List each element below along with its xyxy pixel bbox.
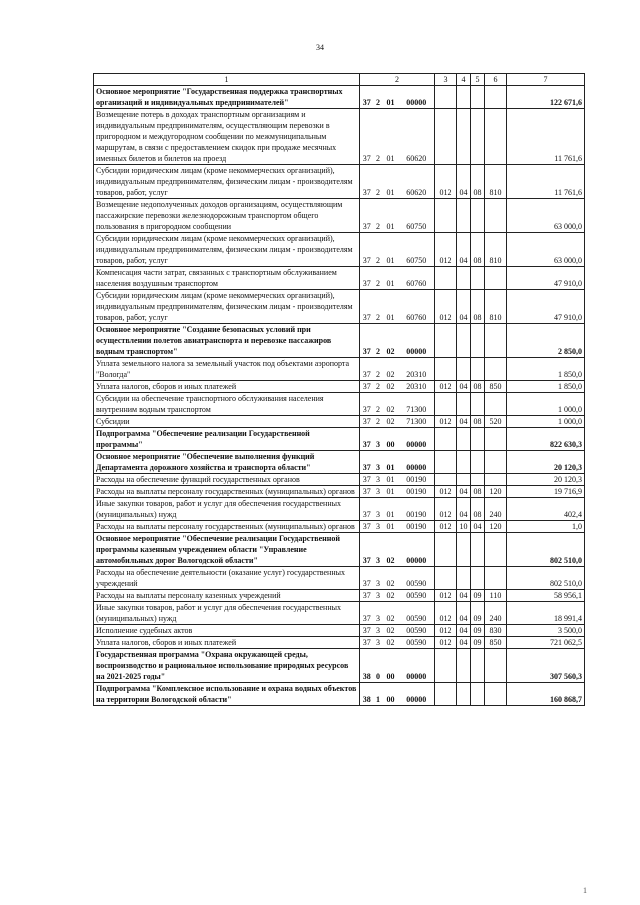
code-expense-type xyxy=(485,683,507,706)
code-direction: 60750 xyxy=(399,233,435,267)
code-grbs: 012 xyxy=(435,416,457,428)
code-grbs xyxy=(435,86,457,109)
code-event: 01 xyxy=(383,233,399,267)
code-program: 37 xyxy=(360,567,374,590)
code-direction: 00000 xyxy=(399,86,435,109)
table-body xyxy=(94,86,585,706)
code-grbs xyxy=(435,199,457,233)
code-direction: 00590 xyxy=(399,602,435,625)
code-expense-type: 120 xyxy=(485,521,507,533)
code-expense-type xyxy=(485,567,507,590)
code-section xyxy=(457,324,471,358)
code-event: 02 xyxy=(383,358,399,381)
code-expense-type xyxy=(485,649,507,683)
code-subprogram: 3 xyxy=(374,428,383,451)
code-expense-type: 810 xyxy=(485,165,507,199)
code-subprogram: 3 xyxy=(374,533,383,567)
row-name: Расходы на обеспечение функций государственных органов xyxy=(94,474,360,486)
code-subprogram: 3 xyxy=(374,567,383,590)
table-row xyxy=(94,567,585,590)
code-direction: 60760 xyxy=(399,267,435,290)
table-row xyxy=(94,381,585,393)
code-direction: 00590 xyxy=(399,590,435,602)
code-subsection xyxy=(471,393,485,416)
row-sum: 160 868,7 xyxy=(507,683,585,706)
code-grbs: 012 xyxy=(435,165,457,199)
code-direction: 00000 xyxy=(399,324,435,358)
row-name: Иные закупки товаров, работ и услуг для обеспечения государственных (муниципальных) нужд xyxy=(94,602,360,625)
row-sum: 11 761,6 xyxy=(507,109,585,165)
code-subprogram: 0 xyxy=(374,649,383,683)
code-direction: 00190 xyxy=(399,474,435,486)
code-direction: 60760 xyxy=(399,290,435,324)
row-sum: 802 510,0 xyxy=(507,533,585,567)
code-grbs xyxy=(435,267,457,290)
table-row xyxy=(94,637,585,649)
code-subsection: 08 xyxy=(471,290,485,324)
code-grbs xyxy=(435,683,457,706)
code-expense-type: 240 xyxy=(485,602,507,625)
code-program: 37 xyxy=(360,393,374,416)
row-sum: 402,4 xyxy=(507,498,585,521)
header-col-1: 1 xyxy=(94,74,360,86)
code-event: 01 xyxy=(383,267,399,290)
code-event: 02 xyxy=(383,567,399,590)
code-event: 01 xyxy=(383,290,399,324)
code-expense-type xyxy=(485,267,507,290)
code-grbs xyxy=(435,451,457,474)
code-grbs: 012 xyxy=(435,637,457,649)
code-event: 02 xyxy=(383,533,399,567)
code-section: 04 xyxy=(457,381,471,393)
code-program: 37 xyxy=(360,428,374,451)
code-section xyxy=(457,393,471,416)
code-program: 37 xyxy=(360,290,374,324)
code-subsection xyxy=(471,533,485,567)
code-subsection: 08 xyxy=(471,165,485,199)
code-program: 37 xyxy=(360,637,374,649)
code-grbs xyxy=(435,567,457,590)
code-expense-type xyxy=(485,324,507,358)
code-program: 37 xyxy=(360,416,374,428)
header-col-5: 5 xyxy=(471,74,485,86)
code-event: 01 xyxy=(383,486,399,498)
code-subprogram: 2 xyxy=(374,358,383,381)
code-expense-type xyxy=(485,451,507,474)
code-subsection xyxy=(471,451,485,474)
code-section: 04 xyxy=(457,590,471,602)
code-grbs: 012 xyxy=(435,625,457,637)
table-row xyxy=(94,199,585,233)
code-section xyxy=(457,358,471,381)
row-sum: 721 062,5 xyxy=(507,637,585,649)
code-expense-type xyxy=(485,199,507,233)
table-row xyxy=(94,474,585,486)
row-name: Исполнение судебных актов xyxy=(94,625,360,637)
code-section xyxy=(457,567,471,590)
code-expense-type: 120 xyxy=(485,486,507,498)
code-event: 01 xyxy=(383,451,399,474)
code-subprogram: 2 xyxy=(374,165,383,199)
page-number: 34 xyxy=(316,43,324,52)
code-expense-type: 850 xyxy=(485,381,507,393)
row-sum: 18 991,4 xyxy=(507,602,585,625)
code-expense-type: 810 xyxy=(485,233,507,267)
row-name: Компенсация части затрат, связанных с транспортным обслуживанием населения воздушным транспортом xyxy=(94,267,360,290)
header-col-4: 4 xyxy=(457,74,471,86)
code-event: 02 xyxy=(383,602,399,625)
code-expense-type xyxy=(485,428,507,451)
code-subsection xyxy=(471,199,485,233)
code-grbs xyxy=(435,474,457,486)
table-row xyxy=(94,165,585,199)
row-sum: 20 120,3 xyxy=(507,451,585,474)
table-row xyxy=(94,86,585,109)
table-row xyxy=(94,649,585,683)
code-event: 02 xyxy=(383,625,399,637)
code-program: 37 xyxy=(360,521,374,533)
table-row xyxy=(94,233,585,267)
code-direction: 71300 xyxy=(399,393,435,416)
row-name: Расходы на выплаты персоналу государственных (муниципальных) органов xyxy=(94,486,360,498)
row-name: Уплата налогов, сборов и иных платежей xyxy=(94,381,360,393)
row-name: Основное мероприятие "Обеспечение выполнения функций Департамента дорожного хозяйства и транспорта области" xyxy=(94,451,360,474)
code-grbs: 012 xyxy=(435,590,457,602)
row-sum: 47 910,0 xyxy=(507,267,585,290)
code-grbs xyxy=(435,428,457,451)
code-subprogram: 3 xyxy=(374,590,383,602)
row-name: Уплата налогов, сборов и иных платежей xyxy=(94,637,360,649)
row-name: Субсидии xyxy=(94,416,360,428)
row-name: Подпрограмма "Комплексное использование и охрана водных объектов на территории Вологодской области" xyxy=(94,683,360,706)
row-name: Расходы на обеспечение деятельности (оказание услуг) государственных учреждений xyxy=(94,567,360,590)
code-section xyxy=(457,199,471,233)
code-subsection: 09 xyxy=(471,637,485,649)
row-sum: 1 850,0 xyxy=(507,358,585,381)
code-subprogram: 2 xyxy=(374,290,383,324)
code-program: 37 xyxy=(360,602,374,625)
row-name: Субсидии юридическим лицам (кроме некоммерческих организаций), индивидуальным предпринимателям, физическим лицам - производителям товаров, работ, услуг xyxy=(94,165,360,199)
code-section: 04 xyxy=(457,602,471,625)
code-direction: 00590 xyxy=(399,567,435,590)
code-subsection xyxy=(471,683,485,706)
code-subsection: 09 xyxy=(471,602,485,625)
code-subsection: 08 xyxy=(471,416,485,428)
row-sum: 19 716,9 xyxy=(507,486,585,498)
code-expense-type xyxy=(485,533,507,567)
table-header-row xyxy=(94,74,585,86)
code-subprogram: 2 xyxy=(374,324,383,358)
code-section xyxy=(457,451,471,474)
code-subprogram: 3 xyxy=(374,625,383,637)
code-program: 37 xyxy=(360,267,374,290)
code-grbs xyxy=(435,533,457,567)
code-direction: 60620 xyxy=(399,109,435,165)
code-direction: 20310 xyxy=(399,381,435,393)
code-section: 04 xyxy=(457,625,471,637)
code-subprogram: 2 xyxy=(374,86,383,109)
code-program: 37 xyxy=(360,451,374,474)
code-direction: 00190 xyxy=(399,521,435,533)
code-subsection xyxy=(471,358,485,381)
row-name: Возмещение недополученных доходов организациям, осуществляющим пассажирские перевозки железнодорожным транспортом общего пользования в пригородном сообщении xyxy=(94,199,360,233)
code-program: 37 xyxy=(360,86,374,109)
header-col-6: 6 xyxy=(485,74,507,86)
code-subsection: 08 xyxy=(471,233,485,267)
code-direction: 00000 xyxy=(399,451,435,474)
code-expense-type: 830 xyxy=(485,625,507,637)
row-sum: 1,0 xyxy=(507,521,585,533)
code-grbs: 012 xyxy=(435,486,457,498)
table-row xyxy=(94,683,585,706)
code-subsection xyxy=(471,324,485,358)
code-program: 37 xyxy=(360,233,374,267)
code-subprogram: 3 xyxy=(374,474,383,486)
code-program: 37 xyxy=(360,165,374,199)
code-grbs xyxy=(435,358,457,381)
code-expense-type xyxy=(485,86,507,109)
code-subprogram: 2 xyxy=(374,416,383,428)
code-subprogram: 2 xyxy=(374,233,383,267)
code-subprogram: 1 xyxy=(374,683,383,706)
row-name: Подпрограмма "Обеспечение реализации Государственной программы" xyxy=(94,428,360,451)
code-subsection xyxy=(471,567,485,590)
code-program: 37 xyxy=(360,498,374,521)
header-col-3: 3 xyxy=(435,74,457,86)
code-event: 01 xyxy=(383,86,399,109)
code-subprogram: 3 xyxy=(374,637,383,649)
code-direction: 00000 xyxy=(399,533,435,567)
row-name: Расходы на выплаты персоналу государственных (муниципальных) органов xyxy=(94,521,360,533)
row-sum: 122 671,6 xyxy=(507,86,585,109)
code-subsection xyxy=(471,267,485,290)
table-row xyxy=(94,393,585,416)
code-subprogram: 2 xyxy=(374,267,383,290)
code-expense-type: 520 xyxy=(485,416,507,428)
code-subsection: 09 xyxy=(471,625,485,637)
code-subprogram: 2 xyxy=(374,393,383,416)
code-expense-type xyxy=(485,474,507,486)
code-expense-type: 810 xyxy=(485,290,507,324)
code-section: 04 xyxy=(457,416,471,428)
table-row xyxy=(94,109,585,165)
code-section xyxy=(457,267,471,290)
table-row xyxy=(94,324,585,358)
code-grbs: 012 xyxy=(435,521,457,533)
code-section: 04 xyxy=(457,498,471,521)
row-sum: 1 000,0 xyxy=(507,393,585,416)
row-name: Субсидии юридическим лицам (кроме некоммерческих организаций), индивидуальным предпринимателям, физическим лицам - производителям товаров, работ, услуг xyxy=(94,290,360,324)
code-event: 01 xyxy=(383,165,399,199)
corner-mark: 1 xyxy=(583,886,587,895)
code-subprogram: 3 xyxy=(374,521,383,533)
table-row xyxy=(94,416,585,428)
code-grbs: 012 xyxy=(435,498,457,521)
code-direction: 20310 xyxy=(399,358,435,381)
code-section xyxy=(457,683,471,706)
row-sum: 3 500,0 xyxy=(507,625,585,637)
code-event: 02 xyxy=(383,381,399,393)
code-section xyxy=(457,649,471,683)
code-subprogram: 2 xyxy=(374,199,383,233)
table-row xyxy=(94,486,585,498)
code-program: 37 xyxy=(360,199,374,233)
row-sum: 2 850,0 xyxy=(507,324,585,358)
code-grbs xyxy=(435,393,457,416)
code-event: 01 xyxy=(383,498,399,521)
code-event: 01 xyxy=(383,521,399,533)
code-grbs: 012 xyxy=(435,381,457,393)
row-sum: 11 761,6 xyxy=(507,165,585,199)
budget-table xyxy=(93,73,585,706)
table-row xyxy=(94,625,585,637)
code-direction: 60620 xyxy=(399,165,435,199)
row-sum: 1 000,0 xyxy=(507,416,585,428)
row-sum: 58 956,1 xyxy=(507,590,585,602)
code-section: 04 xyxy=(457,637,471,649)
code-direction: 00590 xyxy=(399,625,435,637)
code-direction: 00000 xyxy=(399,649,435,683)
code-direction: 60750 xyxy=(399,199,435,233)
code-direction: 00190 xyxy=(399,498,435,521)
code-program: 38 xyxy=(360,649,374,683)
row-sum: 822 630,3 xyxy=(507,428,585,451)
code-subprogram: 3 xyxy=(374,486,383,498)
code-program: 37 xyxy=(360,533,374,567)
code-expense-type: 850 xyxy=(485,637,507,649)
row-sum: 802 510,0 xyxy=(507,567,585,590)
code-subprogram: 3 xyxy=(374,602,383,625)
code-event: 02 xyxy=(383,590,399,602)
table-row xyxy=(94,521,585,533)
code-grbs: 012 xyxy=(435,290,457,324)
row-name: Расходы на выплаты персоналу казенных учреждений xyxy=(94,590,360,602)
code-event: 01 xyxy=(383,109,399,165)
row-name: Субсидии на обеспечение транспортного обслуживания населения внутренним водным транспортом xyxy=(94,393,360,416)
code-event: 00 xyxy=(383,683,399,706)
code-program: 37 xyxy=(360,381,374,393)
code-direction: 71300 xyxy=(399,416,435,428)
code-grbs xyxy=(435,324,457,358)
row-sum: 63 000,0 xyxy=(507,233,585,267)
row-sum: 47 910,0 xyxy=(507,290,585,324)
code-event: 00 xyxy=(383,428,399,451)
code-subsection: 09 xyxy=(471,590,485,602)
table-row xyxy=(94,451,585,474)
table-row xyxy=(94,533,585,567)
table-row xyxy=(94,428,585,451)
code-subsection xyxy=(471,109,485,165)
code-direction: 00000 xyxy=(399,428,435,451)
code-grbs: 012 xyxy=(435,602,457,625)
code-section xyxy=(457,86,471,109)
code-subsection: 08 xyxy=(471,486,485,498)
code-subsection xyxy=(471,649,485,683)
code-subsection: 04 xyxy=(471,521,485,533)
code-expense-type: 110 xyxy=(485,590,507,602)
code-event: 02 xyxy=(383,324,399,358)
row-name: Основное мероприятие "Государственная поддержка транспортных организаций и индивидуальных предпринимателей" xyxy=(94,86,360,109)
table-row xyxy=(94,290,585,324)
code-section xyxy=(457,474,471,486)
row-name: Основное мероприятие "Обеспечение реализации Государственной программы казенным учреждением области "Управление автомобильных дорог Вологодской области" xyxy=(94,533,360,567)
code-section: 04 xyxy=(457,233,471,267)
code-expense-type xyxy=(485,109,507,165)
code-expense-type xyxy=(485,358,507,381)
code-subprogram: 3 xyxy=(374,498,383,521)
code-direction: 00190 xyxy=(399,486,435,498)
header-col-2: 2 xyxy=(360,74,435,86)
code-event: 02 xyxy=(383,393,399,416)
table-row xyxy=(94,590,585,602)
code-subsection: 08 xyxy=(471,498,485,521)
row-name: Государственная программа "Охрана окружающей среды, воспроизводство и рациональное использование природных ресурсов на 2021-2025 годы" xyxy=(94,649,360,683)
code-section xyxy=(457,428,471,451)
code-event: 02 xyxy=(383,416,399,428)
code-section: 04 xyxy=(457,486,471,498)
code-direction: 00590 xyxy=(399,637,435,649)
code-program: 37 xyxy=(360,590,374,602)
code-section: 10 xyxy=(457,521,471,533)
code-program: 37 xyxy=(360,486,374,498)
row-sum: 307 560,3 xyxy=(507,649,585,683)
code-program: 37 xyxy=(360,625,374,637)
table-row xyxy=(94,498,585,521)
code-program: 37 xyxy=(360,324,374,358)
code-subsection: 08 xyxy=(471,381,485,393)
code-section xyxy=(457,109,471,165)
row-sum: 1 850,0 xyxy=(507,381,585,393)
row-name: Основное мероприятие "Создание безопасных условий при осуществлении полетов авиатранспорта и перевозке пассажиров водным транспортом" xyxy=(94,324,360,358)
code-subsection xyxy=(471,474,485,486)
header-col-7: 7 xyxy=(507,74,585,86)
code-section: 04 xyxy=(457,290,471,324)
row-name: Уплата земельного налога за земельный участок под объектами аэропорта "Вологда" xyxy=(94,358,360,381)
code-subprogram: 2 xyxy=(374,109,383,165)
code-section xyxy=(457,533,471,567)
code-grbs: 012 xyxy=(435,233,457,267)
code-direction: 00000 xyxy=(399,683,435,706)
code-grbs xyxy=(435,109,457,165)
code-program: 37 xyxy=(360,474,374,486)
row-name: Возмещение потерь в доходах транспортным организациям и индивидуальным предпринимателям, осуществляющим перевозки в пригородном и междугородном сообщении по межмуниципальным маршрутам, в связи с предоставлением скидок при продаже месячных именных билетов и билетов на проезд xyxy=(94,109,360,165)
table-row xyxy=(94,602,585,625)
code-expense-type: 240 xyxy=(485,498,507,521)
code-program: 37 xyxy=(360,109,374,165)
code-subprogram: 2 xyxy=(374,381,383,393)
row-name: Субсидии юридическим лицам (кроме некоммерческих организаций), индивидуальным предпринимателям, физическим лицам - производителям товаров, работ, услуг xyxy=(94,233,360,267)
code-event: 02 xyxy=(383,637,399,649)
code-section: 04 xyxy=(457,165,471,199)
table-row xyxy=(94,358,585,381)
row-sum: 63 000,0 xyxy=(507,199,585,233)
code-subsection xyxy=(471,86,485,109)
code-program: 38 xyxy=(360,683,374,706)
table-row xyxy=(94,267,585,290)
code-event: 01 xyxy=(383,199,399,233)
row-sum: 20 120,3 xyxy=(507,474,585,486)
code-expense-type xyxy=(485,393,507,416)
row-name: Иные закупки товаров, работ и услуг для обеспечения государственных (муниципальных) нужд xyxy=(94,498,360,521)
code-event: 00 xyxy=(383,649,399,683)
code-grbs xyxy=(435,649,457,683)
code-subsection xyxy=(471,428,485,451)
code-subprogram: 3 xyxy=(374,451,383,474)
code-program: 37 xyxy=(360,358,374,381)
code-event: 01 xyxy=(383,474,399,486)
